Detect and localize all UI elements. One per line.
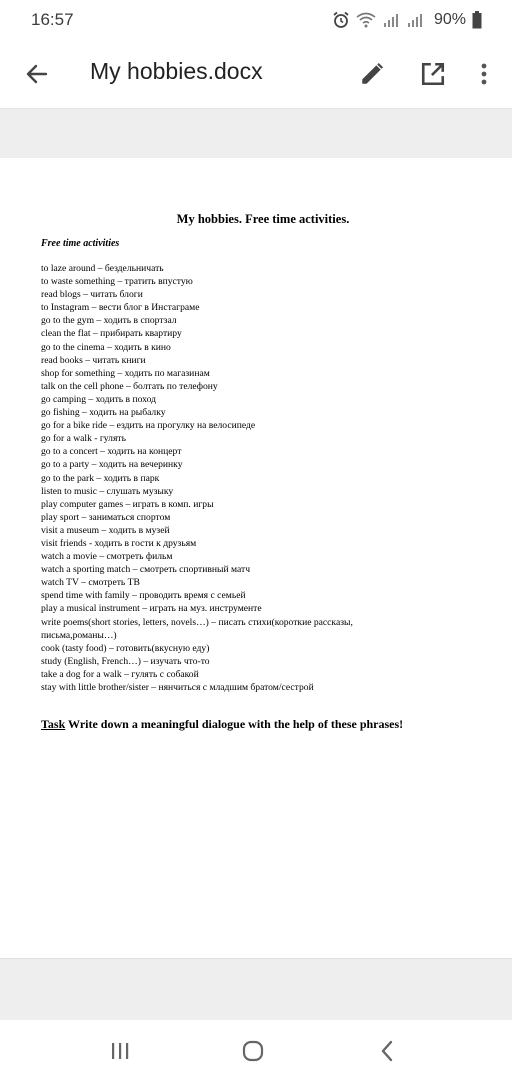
document-page[interactable] [0,158,512,958]
open-in-app-button[interactable] [417,56,449,92]
phrase-item: visit friends - ходить в гости к друзьям [41,537,197,549]
status-time: 16:57 [31,10,74,29]
more-vert-icon [481,63,487,85]
phrase-item: go to a concert – ходить на концерт [41,446,182,458]
nav-back-button[interactable] [370,1034,404,1068]
task-text: Write down a meaningful dialogue with the help of these phrases! [65,717,404,731]
phrase-item: play a musical instrument – играть на муз. инструменте [41,603,262,615]
phrase-item: go to a party – ходить на вечеринку [41,459,183,471]
phrase-item: shop for something – ходить по магазинам [41,367,210,379]
edit-button[interactable] [356,56,388,92]
status-icons [332,11,482,29]
phrase-item: clean the flat – прибирать квартиру [41,328,182,340]
phrase-item: study (English, French…) – изучать что-то [41,655,210,667]
signal-icon [382,12,400,28]
phrase-item: to waste something – тратить впустую [41,276,193,288]
task-label: Task [41,717,66,731]
back-button[interactable] [22,56,52,92]
phrase-list [41,262,441,694]
phrase-item: visit a museum – ходить в музей [41,524,170,536]
phrase-item: to laze around – бездельничать [41,263,164,274]
phrase-item: go camping – ходить в поход [41,393,157,405]
open-external-icon [420,61,446,87]
document-subheading: Free time activities [41,238,120,249]
phrase-item: go to the gym – ходить в спортзал [41,315,177,327]
phrase-item: go fishing – ходить на рыбалку [41,407,166,419]
phrase-item: watch a sporting match – смотреть спортивный матч [41,564,251,576]
phrase-item: go for a walk - гулять [41,433,126,445]
task-line [41,717,403,732]
phrase-item: go to the cinema – ходить в кино [41,341,171,353]
battery-level: 90% [433,11,466,28]
home-icon [241,1040,265,1062]
wifi-icon [356,12,376,28]
recent-apps-icon [109,1041,131,1061]
phrase-item: watch TV – смотреть ТВ [41,577,140,589]
back-arrow-icon [25,62,49,86]
signal-icon [406,12,424,28]
phrase-item: watch a movie – смотреть фильм [41,551,173,563]
alarm-icon [332,11,350,29]
system-nav-bar [0,1020,512,1080]
more-options-button[interactable] [474,56,494,92]
phrase-item: take a dog for a walk – гулять с собакой [41,668,199,680]
phrase-item: stay with little brother/sister – нянчиться с младшим братом/сестрой [41,682,314,693]
document-heading: My hobbies. Free time activities. [176,212,350,226]
viewer-top-margin [0,108,512,159]
phrase-item: play computer games – играть в комп. игры [41,498,214,510]
recent-apps-button[interactable] [103,1034,137,1068]
phrase-item: go for a bike ride – ездить на прогулку на велосипеде [41,420,256,432]
phrase-item: go to the park – ходить в парк [41,472,160,484]
phrase-item: cook (tasty food) – готовить(вкусную еду) [41,642,210,654]
phrase-item: to Instagram – вести блог в Инстаграме [41,302,200,314]
viewer-bottom-margin [0,958,512,1021]
phrase-item: spend time with family – проводить время с семьей [41,590,246,602]
phrase-item: письма,романы…) [41,629,117,641]
pencil-icon [359,61,385,87]
phrase-item: play sport – заниматься спортом [41,511,171,523]
phrase-item: write poems(short stories, letters, novels…) – писать стихи(короткие рассказы, [41,616,353,628]
nav-back-icon [379,1039,395,1063]
document-title: My hobbies.docx [90,58,263,84]
phrase-item: read books – читать книги [41,354,146,366]
phrase-item: read blogs – читать блоги [41,289,143,301]
status-bar [0,0,512,40]
battery-icon [472,11,482,29]
home-button[interactable] [236,1034,270,1068]
phrase-item: listen to music – слушать музыку [41,485,174,497]
phrase-item: talk on the cell phone – болтать по телефону [41,380,218,392]
app-bar [0,40,512,108]
